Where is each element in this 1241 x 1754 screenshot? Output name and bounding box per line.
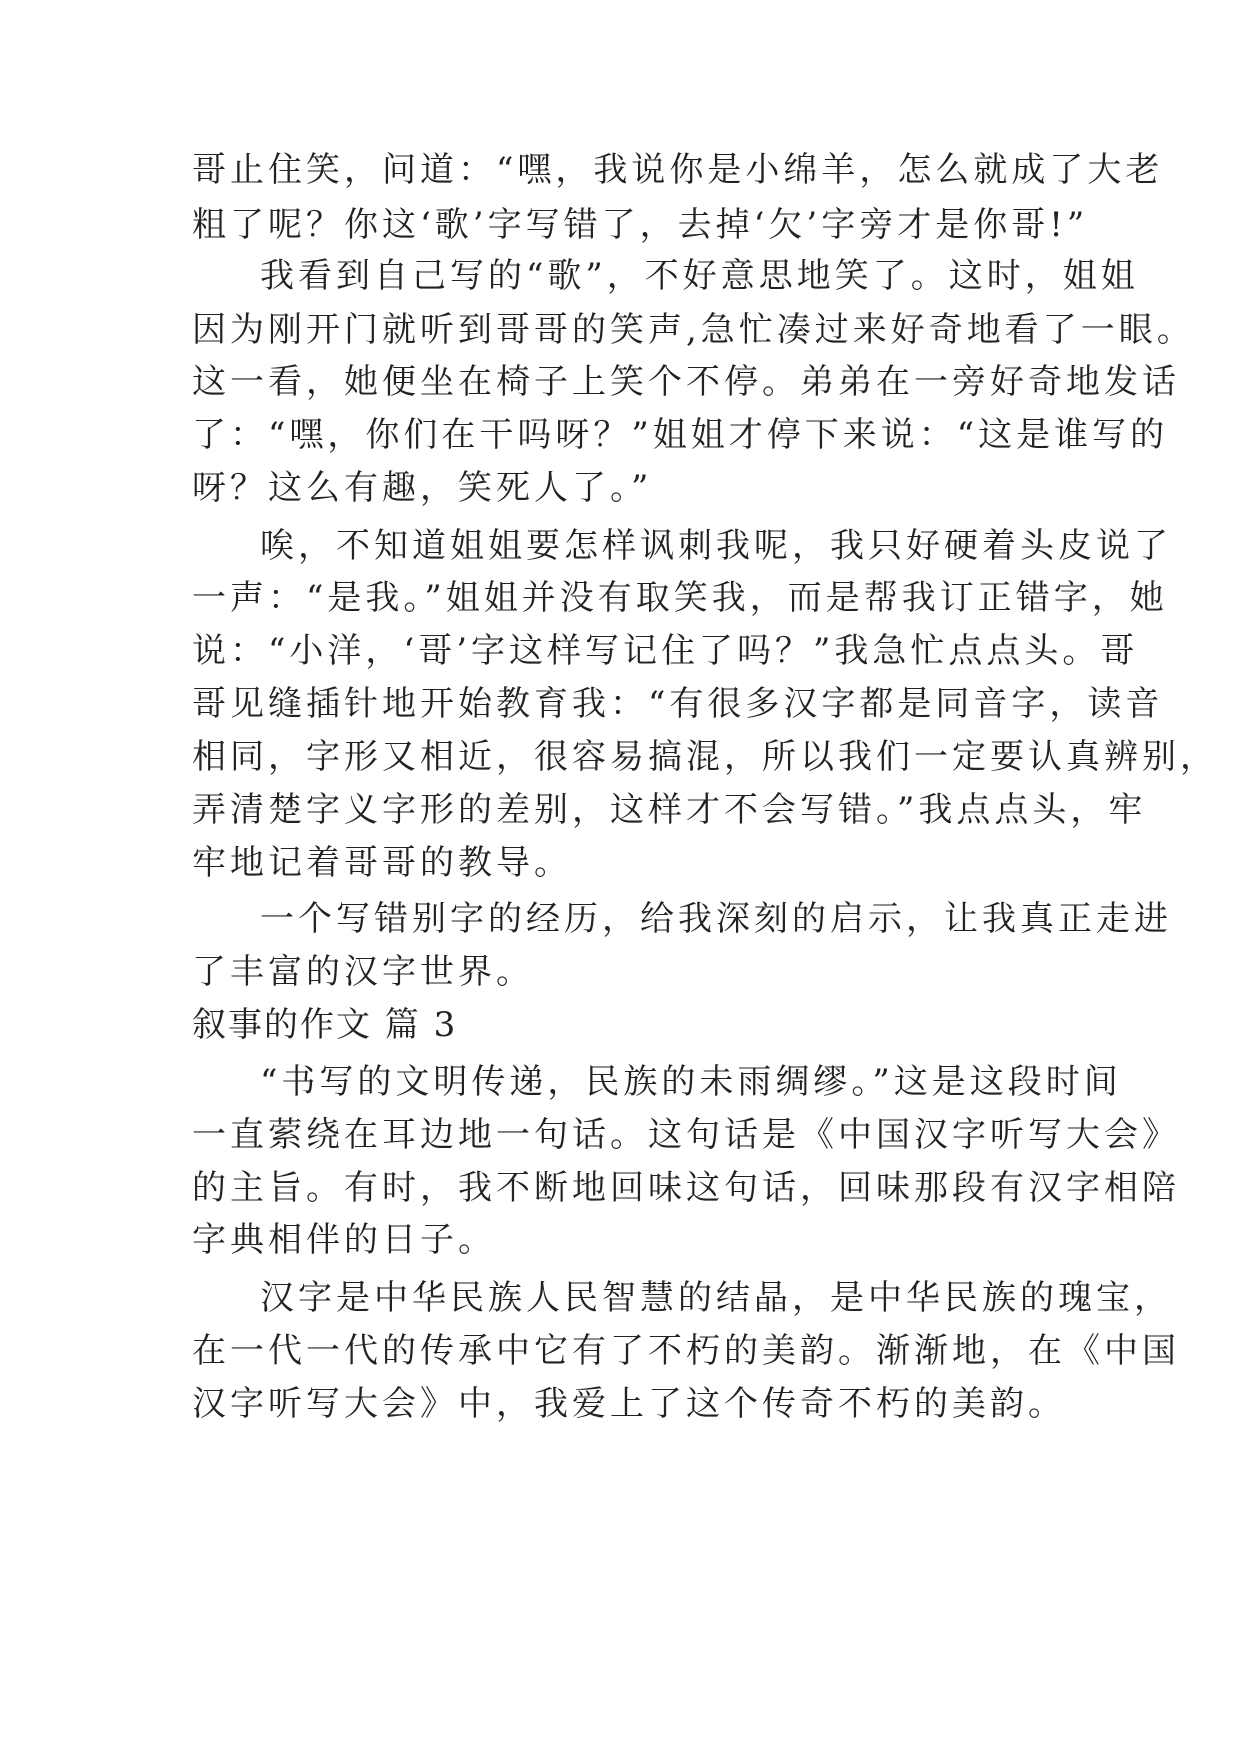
- paragraph-start-line: 汉字是中华民族人民智慧的结晶，是中华民族的瑰宝，: [260, 1278, 1172, 1318]
- text-line: 一声：“是我。”姐姐并没有取笑我，而是帮我订正错字，她: [192, 578, 1168, 618]
- text-line: 说：“小洋，‘哥’字这样写记住了吗？”我急忙点点头。哥: [192, 631, 1139, 671]
- text-line: 牢地记着哥哥的教导。: [192, 843, 572, 883]
- text-line: 粗了呢？你这‘歌’字写错了，去掉‘欠’字旁才是你哥!”: [192, 205, 1089, 245]
- text-line: 了：“嘿，你们在干吗呀？”姐姐才停下来说：“这是谁写的: [192, 415, 1169, 455]
- paragraph-start-line: 一个写错别字的经历，给我深刻的启示，让我真正走进: [260, 899, 1172, 939]
- section-heading: 叙事的作文 篇 3: [192, 1005, 458, 1045]
- paragraph-start-line: “书写的文明传递，民族的未雨绸缪。”这是这段时间: [260, 1062, 1122, 1102]
- text-line: 相同，字形又相近，很容易搞混，所以我们一定要认真辨别，: [192, 737, 1218, 777]
- text-line: 哥止住笑，问道：“嘿，我说你是小绵羊，怎么就成了大老: [192, 150, 1164, 190]
- text-line: 汉字听写大会》中，我爱上了这个传奇不朽的美韵。: [192, 1384, 1066, 1424]
- paragraph-start-line: 我看到自己写的“歌”，不好意思地笑了。这时，姐姐: [260, 256, 1139, 296]
- text-line: 呀？这么有趣，笑死人了。”: [192, 468, 653, 508]
- text-line: 弄清楚字义字形的差别，这样才不会写错。”我点点头，牢: [192, 790, 1147, 830]
- text-line: 字典相伴的日子。: [192, 1220, 496, 1260]
- text-line: 的主旨。有时，我不断地回味这句话，回味那段有汉字相陪: [192, 1168, 1180, 1208]
- text-line: 一直萦绕在耳边地一句话。这句话是《中国汉字听写大会》: [192, 1115, 1180, 1155]
- text-line: 这一看，她便坐在椅子上笑个不停。弟弟在一旁好奇地发话: [192, 362, 1180, 402]
- paragraph-start-line: 唉，不知道姐姐要怎样讽刺我呢，我只好硬着头皮说了: [260, 526, 1172, 566]
- text-line: 哥见缝插针地开始教育我：“有很多汉字都是同音字，读音: [192, 684, 1164, 724]
- text-line: 了丰富的汉字世界。: [192, 952, 534, 992]
- text-line: 在一代一代的传承中它有了不朽的美韵。渐渐地，在《中国: [192, 1331, 1180, 1371]
- text-line: 因为刚开门就听到哥哥的笑声,急忙凑过来好奇地看了一眼。: [192, 310, 1195, 350]
